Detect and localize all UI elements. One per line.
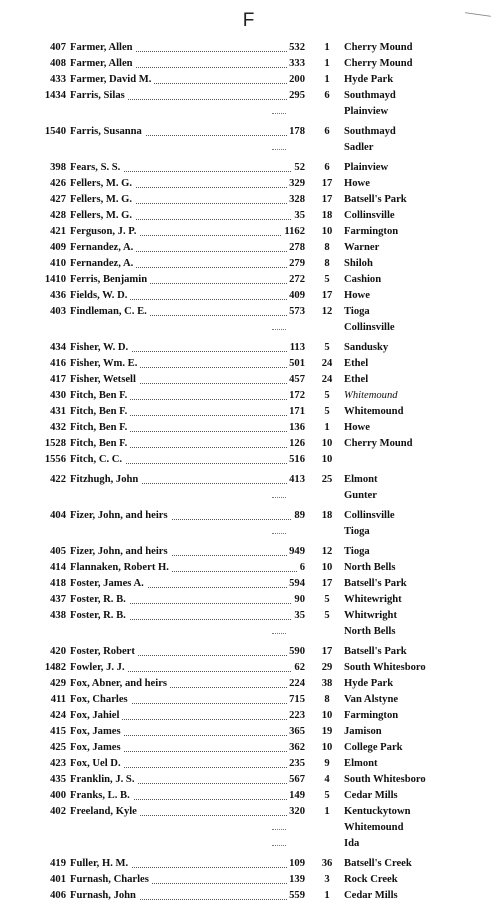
entry-district: 18 [321,210,333,221]
entry-number: 1528 [44,438,66,449]
entry-name [70,608,129,624]
entry-place: Shiloh [344,258,373,269]
entry-number: 415 [50,726,66,737]
dot-leader [272,828,286,830]
entry-district: 1 [324,74,330,85]
entry-number: 417 [50,374,66,385]
entry-district: 5 [324,790,330,801]
entry-number: 429 [50,678,66,689]
entry-place: South Whitesboro [344,774,426,785]
entry-value: 333 [287,56,305,72]
entry-district: 6 [324,162,330,173]
entry-number: 1410 [44,274,66,285]
entry-number: 409 [50,242,66,253]
entry-district: 29 [321,662,333,673]
entry-place: Howe [344,178,370,189]
ledger-entry [0,888,497,904]
entry-value: 109 [287,856,305,872]
owner-name: Fitzhugh, John [70,474,141,485]
entry-district: 17 [321,578,333,589]
entry-number: 1434 [44,90,66,101]
entry-number: 435 [50,774,66,785]
entry-value: 178 [287,124,305,140]
entry-value: 272 [287,272,305,288]
entry-number: 404 [50,510,66,521]
entry-place: Sadler [344,142,374,153]
owner-name: Fisher, W. D. [70,342,131,353]
entry-value: 1162 [282,224,305,240]
entry-place: Collinsville [344,210,395,221]
entry-district: 24 [321,374,333,385]
entry-number: 1556 [44,454,66,465]
owner-name: Fox, Uel D. [70,758,124,769]
owner-name: Fears, S. S. [70,162,123,173]
entry-name [70,124,145,140]
entry-number: 427 [50,194,66,205]
entry-number: 398 [50,162,66,173]
owner-name: Fernandez, A. [70,242,136,253]
entry-value: 200 [287,72,305,88]
entry-value: 89 [292,508,305,524]
entry-place-line [0,836,497,852]
entry-place: Southmayd [344,126,396,137]
entry-district: 38 [321,678,333,689]
entry-place: Batsell's Park [344,578,407,589]
entry-number: 418 [50,578,66,589]
entry-place: Howe [344,422,370,433]
entry-place: Elmont [344,474,378,485]
entry-number: 414 [50,562,66,573]
owner-name: Fisher, Wetsell [70,374,139,385]
entry-value: 320 [287,804,305,820]
entry-district: 5 [324,610,330,621]
owner-name: Farmer, Allen [70,42,136,53]
entry-place: Ida [344,838,360,849]
entry-district: 4 [324,774,330,785]
entry-value: 329 [287,176,305,192]
entry-place: Jamison [344,726,382,737]
owner-name: Foster, R. B. [70,610,129,621]
entry-name [70,472,141,488]
entry-place: Whitemound [344,406,404,417]
entry-district: 18 [321,510,333,521]
entry-place: Cashion [344,274,382,285]
entry-district: 5 [324,342,330,353]
entry-number: 411 [50,694,66,705]
entry-place: Whitewright [344,594,402,605]
owner-name: Fisher, Wm. E. [70,358,140,369]
entry-value: 516 [287,452,305,468]
entry-place: Batsell's Park [344,646,407,657]
entry-place: Whitemound [344,822,404,833]
entry-number: 410 [50,258,66,269]
ledger-entry [0,88,497,104]
entry-name [70,888,139,904]
entry-place: Whitemound [344,390,398,401]
entry-value: 278 [287,240,305,256]
entry-district: 10 [321,438,333,449]
entry-number: 421 [50,226,66,237]
entry-place-line [0,524,497,540]
owner-name: Fizer, John, and heirs [70,510,171,521]
owner-name: Fox, James [70,726,124,737]
entry-value: 223 [287,708,305,724]
owner-name: Furnash, Charles [70,874,152,885]
entry-number: 419 [50,858,66,869]
entry-name [70,804,140,820]
entry-number: 403 [50,306,66,317]
entry-place: Cherry Mound [344,438,413,449]
entry-district: 10 [321,454,333,465]
entry-number: 438 [50,610,66,621]
owner-name: Fox, Abner, and heirs [70,678,170,689]
owner-name: Fellers, M. G. [70,194,135,205]
entry-value: 149 [287,788,305,804]
entry-place: Collinsville [344,510,395,521]
entry-district: 8 [324,694,330,705]
owner-name: Farris, Susanna [70,126,145,137]
entry-number: 426 [50,178,66,189]
entry-value: 139 [287,872,305,888]
entry-district: 10 [321,226,333,237]
owner-name: Fuller, H. M. [70,858,131,869]
entry-place: Cedar Mills [344,790,398,801]
entry-number: 422 [50,474,66,485]
entry-district: 36 [321,858,333,869]
entry-value: 328 [287,192,305,208]
entry-place: Ethel [344,358,369,369]
entry-value: 224 [287,676,305,692]
entry-place-line [0,140,497,156]
entry-number: 432 [50,422,66,433]
entry-number: 436 [50,290,66,301]
entry-value: 172 [287,388,305,404]
entry-district: 24 [321,358,333,369]
entry-district: 1 [324,890,330,901]
entry-list [0,40,497,904]
ledger-entry [0,804,497,820]
dot-leader [272,496,286,498]
entry-value: 501 [287,356,305,372]
owner-name: Fields, W. D. [70,290,130,301]
owner-name: Freeland, Kyle [70,806,140,817]
owner-name: Fitch, Ben F. [70,438,130,449]
entry-number: 1540 [44,126,66,137]
entry-number: 401 [50,874,66,885]
entry-number: 400 [50,790,66,801]
owner-name: Foster, R. B. [70,594,129,605]
entry-value: 90 [292,592,305,608]
entry-place: Tioga [344,306,370,317]
ledger-entry [0,452,497,468]
dot-leader [272,532,286,534]
entry-place: Plainview [344,106,389,117]
entry-name [70,88,128,104]
entry-number: 406 [50,890,66,901]
entry-place: Ethel [344,374,369,385]
entry-place: College Park [344,742,403,753]
entry-district: 6 [324,90,330,101]
entry-district: 12 [321,306,333,317]
entry-place-line [0,320,497,336]
entry-district: 10 [321,742,333,753]
entry-number: 433 [50,74,66,85]
entry-district: 8 [324,242,330,253]
entry-value: 365 [287,724,305,740]
owner-name: Findleman, C. E. [70,306,150,317]
entry-place: Plainview [344,162,389,173]
entry-district: 17 [321,290,333,301]
entry-value: 6 [298,560,305,576]
entry-number: 437 [50,594,66,605]
entry-value: 413 [287,472,305,488]
owner-name: Fitch, C. C. [70,454,125,465]
entry-value: 113 [288,340,305,356]
dot-leader [272,632,286,634]
entry-district: 3 [324,874,330,885]
owner-name: Farris, Silas [70,90,128,101]
entry-value: 52 [292,160,305,176]
entry-number: 423 [50,758,66,769]
owner-name: Foster, Robert [70,646,138,657]
entry-name [70,452,125,468]
entry-value: 567 [287,772,305,788]
dot-leader [272,148,286,150]
entry-value: 136 [287,420,305,436]
entry-place: Elmont [344,758,378,769]
entry-place-line [0,488,497,504]
entry-place: Warner [344,242,380,253]
owner-name: Foster, James A. [70,578,147,589]
entry-value: 715 [287,692,305,708]
ledger-entry [0,124,497,140]
dot-leader [272,328,286,330]
entry-value: 62 [292,660,305,676]
owner-name: Franks, L. B. [70,790,133,801]
entry-place-line [0,104,497,120]
entry-value: 126 [287,436,305,452]
entry-district: 5 [324,406,330,417]
entry-place-line [0,624,497,640]
entry-place: Gunter [344,490,377,501]
entry-district: 10 [321,710,333,721]
entry-number: 408 [50,58,66,69]
owner-name: Fox, Jahiel [70,710,122,721]
owner-name: Fizer, John, and heirs [70,546,171,557]
owner-name: Fitch, Ben F. [70,390,130,401]
entry-value: 279 [287,256,305,272]
entry-number: 407 [50,42,66,53]
owner-name: Fitch, Ben F. [70,422,130,433]
entry-value: 295 [287,88,305,104]
entry-place: Howe [344,290,370,301]
entry-value: 590 [287,644,305,660]
entry-district: 17 [321,646,333,657]
entry-number: 430 [50,390,66,401]
owner-name: Fox, James [70,742,124,753]
entry-name [70,304,150,320]
entry-place: Rock Creek [344,874,398,885]
entry-district: 8 [324,258,330,269]
entry-value: 573 [287,304,305,320]
entry-district: 1 [324,806,330,817]
entry-district: 5 [324,390,330,401]
entry-place: South Whitesboro [344,662,426,673]
entry-place: Farmington [344,710,399,721]
entry-place: Batsell's Creek [344,858,412,869]
entry-district: 25 [321,474,333,485]
entry-place: Van Alstyne [344,694,399,705]
entry-district: 17 [321,194,333,205]
entry-number: 416 [50,358,66,369]
ledger-entry [0,608,497,624]
owner-name: Fernandez, A. [70,258,136,269]
entry-value: 949 [287,544,305,560]
owner-name: Franklin, J. S. [70,774,137,785]
owner-name: Fowler, J. J. [70,662,128,673]
owner-name: Flannaken, Robert H. [70,562,172,573]
entry-district: 10 [321,562,333,573]
owner-name: Farmer, Allen [70,58,136,69]
owner-name: Fitch, Ben F. [70,406,130,417]
entry-place: Batsell's Park [344,194,407,205]
entry-place: Cherry Mound [344,42,413,53]
entry-number: 405 [50,546,66,557]
dot-leader [272,844,286,846]
entry-value: 35 [292,208,305,224]
entry-value: 35 [292,608,305,624]
entry-value: 594 [287,576,305,592]
owner-name: Ferris, Benjamin [70,274,150,285]
entry-number: 420 [50,646,66,657]
entry-district: 1 [324,58,330,69]
entry-number: 434 [50,342,66,353]
entry-place: Tioga [344,546,370,557]
entry-place: Sandusky [344,342,389,353]
entry-number: 428 [50,210,66,221]
entry-district: 12 [321,546,333,557]
entry-district: 1 [324,42,330,53]
entry-value: 559 [287,888,305,904]
owner-name: Furnash, John [70,890,139,901]
entry-place: Hyde Park [344,678,394,689]
entry-place: Cherry Mound [344,58,413,69]
entry-place: North Bells [344,626,396,637]
entry-district: 19 [321,726,333,737]
entry-value: 532 [287,40,305,56]
entry-place: Tioga [344,526,370,537]
entry-value: 362 [287,740,305,756]
entry-value: 409 [287,288,305,304]
entry-number: 431 [50,406,66,417]
entry-district: 6 [324,126,330,137]
owner-name: Farmer, David M. [70,74,154,85]
owner-name: Fellers, M. G. [70,210,135,221]
owner-name: Fellers, M. G. [70,178,135,189]
entry-place: Farmington [344,226,399,237]
entry-place: Hyde Park [344,74,394,85]
entry-number: 1482 [44,662,66,673]
entry-district: 5 [324,274,330,285]
entry-name [70,508,171,524]
entry-number: 402 [50,806,66,817]
entry-value: 235 [287,756,305,772]
owner-name: Fox, Charles [70,694,131,705]
entry-value: 457 [287,372,305,388]
owner-name: Ferguson, J. P. [70,226,139,237]
entry-number: 425 [50,742,66,753]
entry-district: 5 [324,594,330,605]
ledger-entry [0,472,497,488]
ledger-entry [0,304,497,320]
entry-place: Kentuckytown [344,806,411,817]
entry-district: 1 [324,422,330,433]
entry-place: Whitwright [344,610,397,621]
entry-place: Southmayd [344,90,396,101]
entry-district: 17 [321,178,333,189]
ledger-entry [0,508,497,524]
entry-place: Collinsville [344,322,395,333]
entry-place: North Bells [344,562,396,573]
section-letter: F [242,10,255,31]
dot-leader [272,112,286,114]
entry-number: 424 [50,710,66,721]
entry-place: Cedar Mills [344,890,398,901]
entry-district: 9 [324,758,330,769]
entry-value: 171 [287,404,305,420]
entry-place-line [0,820,497,836]
